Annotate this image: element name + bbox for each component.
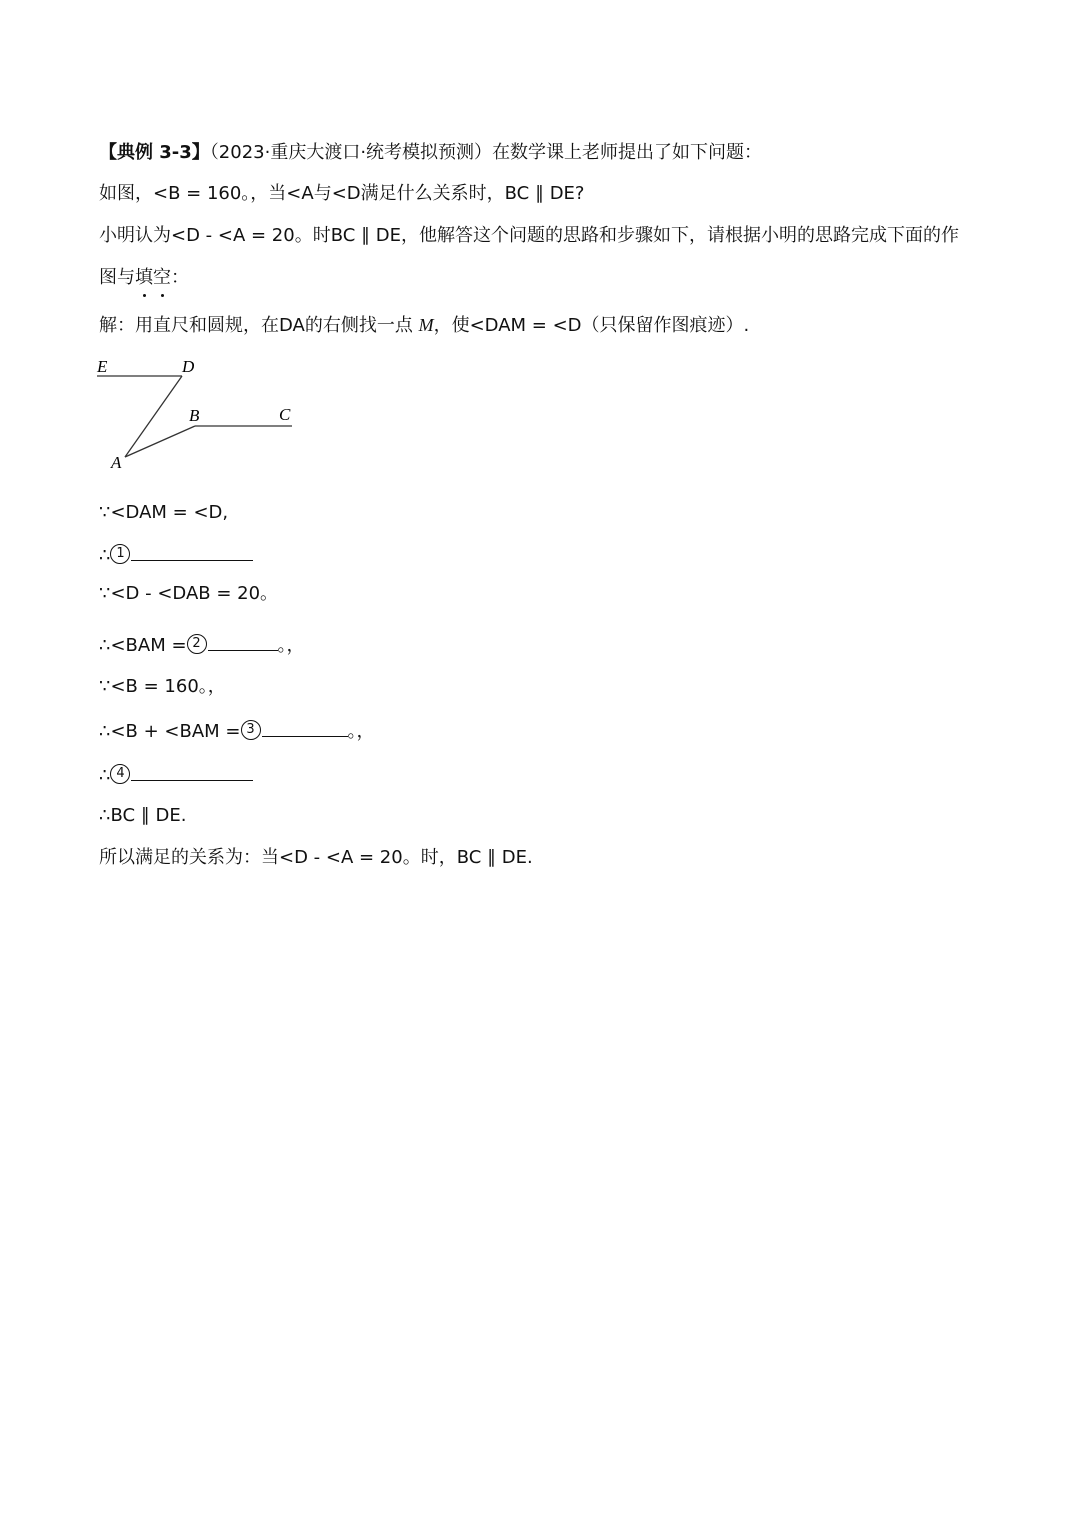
- step-5: ∵<B = 160。，: [99, 676, 226, 697]
- label-e: E: [97, 357, 108, 376]
- step-1: ∵<DAM = <D,: [99, 502, 229, 523]
- circled-number-3: 3: [241, 720, 261, 740]
- solution-intro: [99, 313, 749, 338]
- geometry-figure: [92, 354, 302, 474]
- step-7-pre: ∴: [99, 765, 111, 786]
- label-a: A: [111, 453, 122, 472]
- emphasis-char-fill: 填: [135, 267, 153, 288]
- question-line-3-post: ：: [171, 267, 189, 288]
- step-3: ∵<D - <DAB = 20。: [99, 583, 279, 604]
- step-4-pre: ∴<BAM =: [99, 635, 187, 656]
- step-6: [99, 718, 375, 744]
- step-2-pre: ∴: [99, 545, 111, 566]
- conclusion: 所以满足的关系为：当<D - <A = 20。时，BC ∥ DE.: [99, 847, 533, 868]
- step-8: ∴BC ∥ DE.: [99, 805, 187, 826]
- answer-blank-2[interactable]: [208, 632, 278, 651]
- step-2: [99, 542, 253, 568]
- question-line-2-text: 小明认为<D - <A = 20。时BC ∥ DE，他解答这个问题的思路和步骤如下，请根据小明的思路完成下面的作: [99, 225, 959, 246]
- example-tag: 【典例 3-3】: [99, 142, 210, 163]
- step-4-post: 。，: [277, 635, 305, 656]
- emphasis-char-blank: 空: [153, 267, 171, 288]
- answer-blank-1[interactable]: [131, 542, 253, 561]
- label-b: B: [189, 406, 200, 425]
- label-c: C: [279, 405, 291, 424]
- question-line-1: 如图，<B = 160。，当<A与<D满足什么关系时，BC ∥ DE?: [99, 183, 585, 204]
- label-d: D: [182, 357, 195, 376]
- point-m-label: M: [418, 315, 434, 335]
- solution-intro-pre: 解：用直尺和圆规，在DA的右侧找一点: [99, 315, 419, 336]
- circled-number-1: 1: [110, 544, 130, 564]
- step-6-pre: ∴<B + <BAM =: [99, 721, 241, 742]
- question-line-3-pre: 图与: [99, 267, 135, 288]
- step-6-post: 。，: [347, 721, 375, 742]
- answer-blank-4[interactable]: [131, 762, 253, 781]
- question-line-3: [99, 266, 189, 290]
- step-7: [99, 762, 253, 788]
- circled-number-4: 4: [110, 764, 130, 784]
- problem-header: [99, 141, 762, 165]
- step-4: [99, 632, 305, 658]
- problem-source: （2023·重庆大渡口·统考模拟预测）: [209, 142, 493, 163]
- problem-intro: 在数学课上老师提出了如下问题：: [492, 142, 763, 163]
- solution-intro-post: ，使<DAM = <D（只保留作图痕迹）.: [433, 315, 750, 336]
- question-line-2: [99, 224, 959, 248]
- answer-blank-3[interactable]: [262, 718, 348, 737]
- circled-number-2: 2: [187, 634, 207, 654]
